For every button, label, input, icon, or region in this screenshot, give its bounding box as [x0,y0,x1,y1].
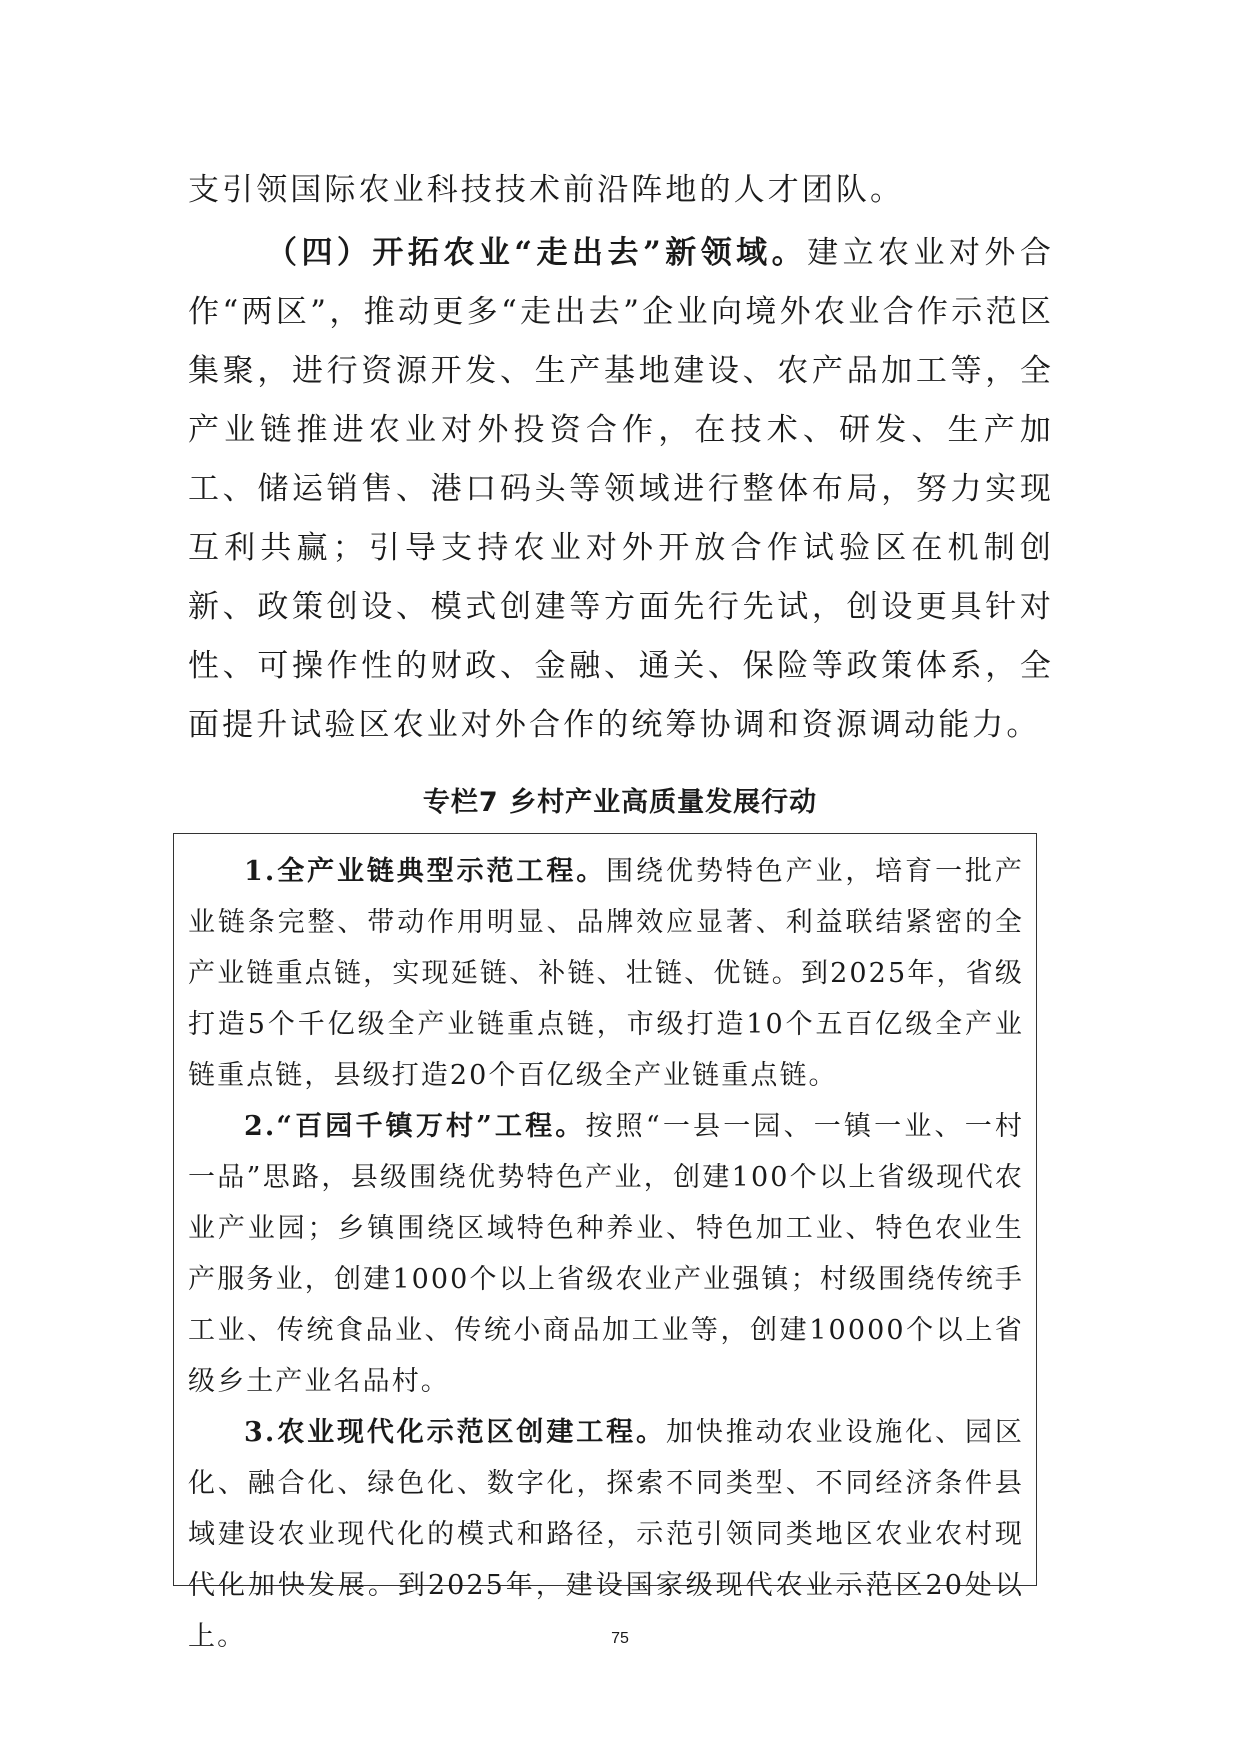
column-item-2-body: 按照“一县一园、一镇一业、一村一品”思路，县级围绕优势特色产业，创建100个以上省级现代农业产业园；乡镇围绕区域特色种养业、特色加工业、特色农业生产服务业，创建1000个以上省级农业产业强镇；村级围绕传统手工业、传统食品业、传统小商品加工业等，创建10000个以上省级乡土产业名品村。 [188,1111,1025,1397]
column-item-2 [188,1101,1024,1407]
column-item-3-body: 加快推动农业设施化、园区化、融合化、绿色化、数字化，探索不同类型、不同经济条件县域建设农业现代化的模式和路径，示范引领同类地区农业农村现代化加快发展。到2025年，建设国家级现代农业示范区20处以上。 [188,1417,1025,1652]
column-item-3-heading: 3.农业现代化示范区创建工程。 [244,1417,666,1448]
column-item-1-heading: 1.全产业链典型示范工程。 [244,856,607,887]
intro-paragraph [188,161,1054,220]
column-box-title: 专栏7 乡村产业高质量发展行动 [422,787,818,818]
column-item-1 [188,846,1024,1101]
section-four-heading: （四）开拓农业“走出去”新领域。 [266,235,808,271]
page-number: 75 [611,1630,629,1647]
column-item-2-heading: 2.“百园千镇万村”工程。 [244,1111,586,1142]
section-four-paragraph [188,224,1054,755]
column-item-1-body: 围绕优势特色产业，培育一批产业链条完整、带动作用明显、品牌效应显著、利益联结紧密的全产业链重点链，实现延链、补链、壮链、优链。到2025年，省级打造5个千亿级全产业链重点链，市级打造10个五百亿级全产业链重点链，县级打造20个百亿级全产业链重点链。 [188,856,1024,1091]
section-four-body: 建立农业对外合作“两区”，推动更多“走出去”企业向境外农业合作示范区集聚，进行资源开发、生产基地建设、农产品加工等，全产业链推进农业对外投资合作，在技术、研发、生产加工、储运销售、港口码头等领域进行整体布局，努力实现互利共赢；引导支持农业对外开放合作试验区在机制创新、政策创设、模式创建等方面先行先试，创设更具针对性、可操作性的财政、金融、通关、保险等政策体系，全面提升试验区农业对外合作的统筹协调和资源调动能力。 [188,235,1054,743]
column-item-3 [188,1407,1024,1662]
intro-text: 支引领国际农业科技技术前沿阵地的人才团队。 [188,172,905,208]
